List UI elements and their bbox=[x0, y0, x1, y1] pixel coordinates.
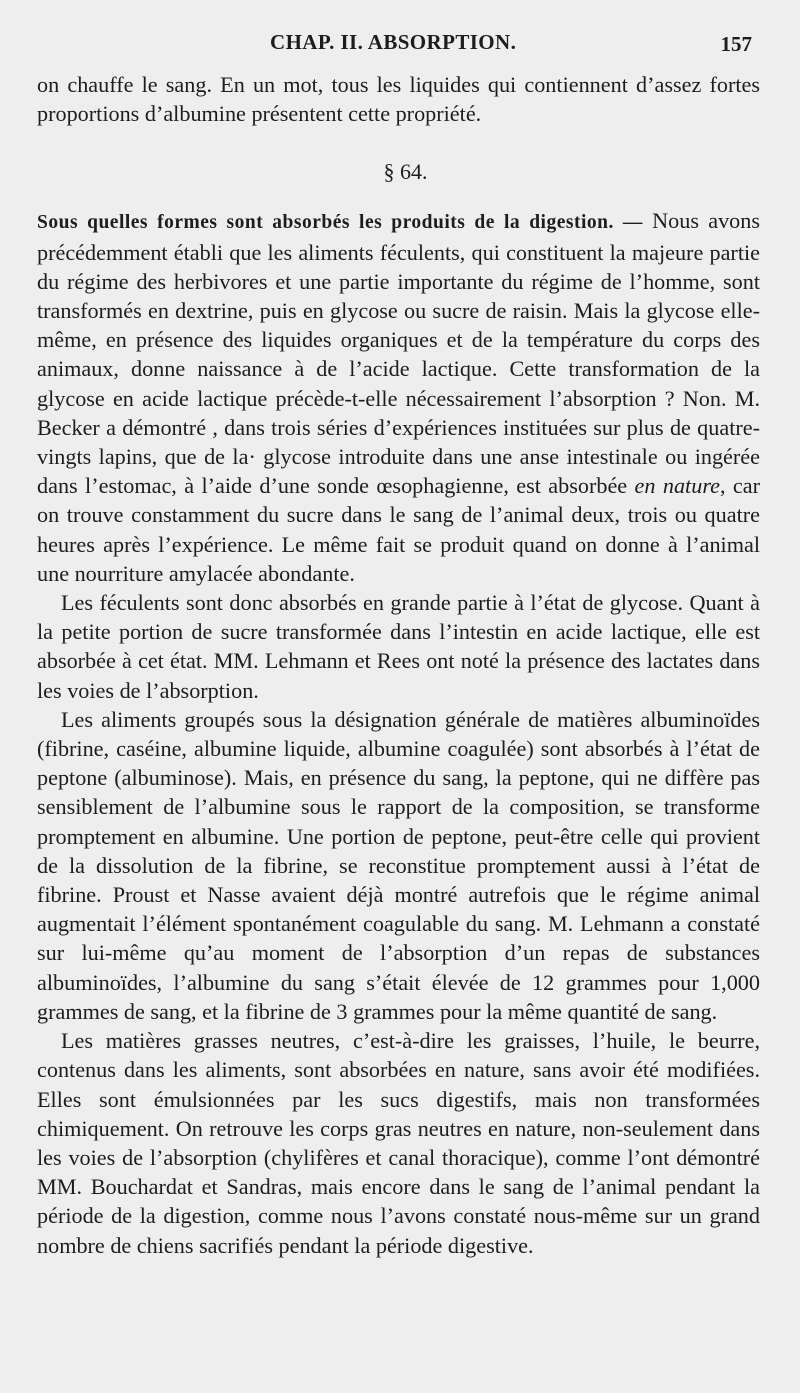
page-header bbox=[0, 30, 800, 60]
paragraph-glycose-text-b: , car on trouve constamment du sucre dans le sang de l’animal deux, trois ou quatre heures après l’expérience. Le même fait se produit quand on donne à l’animal une nourriture amylacée abondante. bbox=[37, 473, 761, 586]
paragraph-matieres-grasses: Les matières grasses neutres, c’est-à-dire les graisses, l’huile, le beurre, contenus dans les aliments, sont absorbées en nature, sans avoir été modifiées. Elles sont émulsionnées par les sucs digestifs, mais non transformées chimiquement. On retrouve les corps gras neutres en nature, non-seulement dans les voies de l’absorption (chylifères et canal thoracique), comme l’ont démontré MM. Bouchardat et Sandras, mais encore dans le sang de l’animal pendant la période de la digestion, comme nous l’avons constaté nous-même sur un grand nombre de chiens sacrifiés pendant la période digestive. bbox=[37, 1028, 760, 1258]
page-number: 157 bbox=[720, 32, 752, 56]
paragraph-glycose bbox=[37, 206, 760, 588]
section-number: § 64. bbox=[383, 159, 428, 185]
italic-en-nature: en nature bbox=[634, 473, 720, 499]
running-title: CHAP. II. ABSORPTION. bbox=[270, 30, 517, 54]
paragraph-glycose-text-a: Nous avons précédemment établi que les aliments féculents, qui constituent la majeure partie du régime des herbivores et une partie importante du régime de l’homme, sont transformés en dextrine, puis en glycose ou sucre de raisin. Mais la glycose elle-même, en présence des liquides organiques et de la température du corps des animaux, donne naissance à de l’acide lactique. Cette transformation de la glycose en acide lactique précède-t-elle nécessairement l’absorption ? Non. M. Becker a démontré , dans trois séries d’expériences instituées sur plus de quatre-vingts lapins, que de la· glycose introduite dans une anse intestinale ou ingérée dans l’estomac, à l’aide d’une sonde œsophagienne, est absorbée bbox=[37, 208, 761, 499]
intro-paragraph: on chauffe le sang. En un mot, tous les liquides qui contiennent d’assez fortes proportions d’albumine présentent cette propriété. bbox=[37, 72, 760, 127]
section-heading: Sous quelles formes sont absorbés les produits de la digestion. — bbox=[37, 212, 643, 234]
paragraph-feculents: Les féculents sont donc absorbés en grande partie à l’état de glycose. Quant à la petite portion de sucre transformée dans l’intestin en acide lactique, elle est absorbée à cet état. MM. Lehmann et Rees ont noté la présence des lactates dans les voies de l’absorption. bbox=[37, 590, 760, 703]
paragraph-albuminoides: Les aliments groupés sous la désignation générale de matières albuminoïdes (fibrine, caséine, albumine liquide, albumine coagulée) sont absorbés à l’état de peptone (albuminose). Mais, en présence du sang, la peptone, qui ne diffère pas sensiblement de l’albumine sous le rapport de la composition, se transforme promptement en albumine. Une portion de peptone, peut-être celle qui provient de la dissolution de la fibrine, se reconstitue promptement aussi à l’état de fibrine. Proust et Nasse avaient déjà montré autrefois que le régime animal augmentait l’élément spontanément coagulable du sang. M. Lehmann a constaté sur lui-même qu’au moment de l’absorption d’un repas de substances albuminoïdes, l’albumine du sang s’était élevée de 12 grammes pour 1,000 grammes de sang, et la fibrine de 3 grammes pour la même quantité de sang. bbox=[37, 706, 760, 1024]
page-body bbox=[37, 70, 760, 1260]
